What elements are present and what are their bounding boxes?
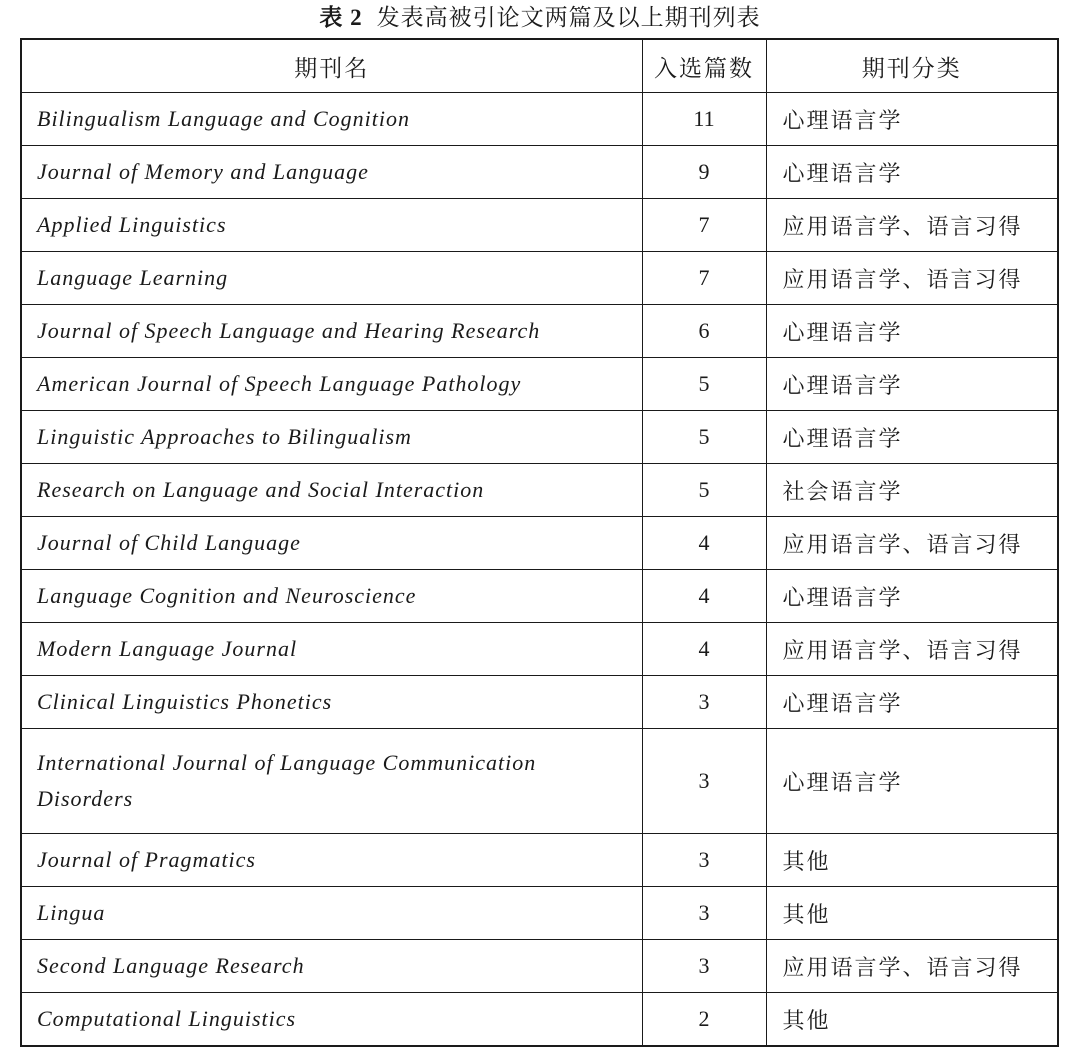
journal-name-cell: Clinical Linguistics Phonetics [21,676,642,729]
article-count-cell: 3 [642,887,766,940]
journal-category-cell: 心理语言学 [766,411,1058,464]
journal-category-cell: 应用语言学、语言习得 [766,517,1058,570]
article-count-cell: 7 [642,199,766,252]
journal-name-cell: Journal of Pragmatics [21,834,642,887]
header-count: 入选篇数 [642,39,766,93]
journal-name-cell: Research on Language and Social Interaction [21,464,642,517]
article-count-cell: 6 [642,305,766,358]
article-count-cell: 2 [642,993,766,1047]
journal-name-cell: Journal of Speech Language and Hearing Research [21,305,642,358]
journal-category-cell: 心理语言学 [766,729,1058,834]
journal-category-cell: 社会语言学 [766,464,1058,517]
journal-name-cell: Modern Language Journal [21,623,642,676]
table-row [21,570,1058,623]
table-row [21,358,1058,411]
journal-category-cell: 应用语言学、语言习得 [766,252,1058,305]
table-row [21,834,1058,887]
journal-category-cell: 心理语言学 [766,358,1058,411]
header-category: 期刊分类 [766,39,1058,93]
table-row [21,305,1058,358]
table-row [21,411,1058,464]
table-row [21,729,1058,834]
article-count-cell: 4 [642,623,766,676]
journal-name-cell: Linguistic Approaches to Bilingualism [21,411,642,464]
journal-name-cell: American Journal of Speech Language Pathology [21,358,642,411]
article-count-cell: 5 [642,464,766,517]
journal-category-cell: 其他 [766,834,1058,887]
journal-name-cell: Bilingualism Language and Cognition [21,93,642,146]
journal-category-cell: 其他 [766,887,1058,940]
journal-category-cell: 心理语言学 [766,305,1058,358]
journal-name-cell: Journal of Child Language [21,517,642,570]
table-row [21,887,1058,940]
journal-name-cell: Second Language Research [21,940,642,993]
table-row [21,252,1058,305]
journal-category-cell: 应用语言学、语言习得 [766,623,1058,676]
article-count-cell: 4 [642,570,766,623]
journal-name-cell: Lingua [21,887,642,940]
article-count-cell: 5 [642,358,766,411]
table-row [21,199,1058,252]
article-count-cell: 3 [642,729,766,834]
table-row [21,676,1058,729]
table-row [21,517,1058,570]
table-row [21,464,1058,517]
article-count-cell: 5 [642,411,766,464]
article-count-cell: 3 [642,834,766,887]
table-row [21,146,1058,199]
article-count-cell: 9 [642,146,766,199]
journal-category-cell: 心理语言学 [766,570,1058,623]
article-count-cell: 4 [642,517,766,570]
journal-name-cell: Language Learning [21,252,642,305]
table-body [21,93,1058,1047]
journal-name-cell: Computational Linguistics [21,993,642,1047]
article-count-cell: 3 [642,676,766,729]
article-count-cell: 3 [642,940,766,993]
journal-category-cell: 其他 [766,993,1058,1047]
journal-name-cell: Applied Linguistics [21,199,642,252]
table-number: 表 2 [319,5,363,30]
journal-table [20,38,1059,1047]
journal-category-cell: 应用语言学、语言习得 [766,199,1058,252]
journal-name-cell: International Journal of Language Communication Disorders [21,729,642,834]
journal-category-cell: 应用语言学、语言习得 [766,940,1058,993]
journal-category-cell: 心理语言学 [766,146,1058,199]
journal-name-cell: Language Cognition and Neuroscience [21,570,642,623]
table-row [21,940,1058,993]
journal-name-cell: Journal of Memory and Language [21,146,642,199]
header-journal-name: 期刊名 [21,39,642,93]
article-count-cell: 7 [642,252,766,305]
header-row [21,39,1058,93]
table-row [21,623,1058,676]
table-row [21,993,1058,1047]
journal-category-cell: 心理语言学 [766,676,1058,729]
article-count-cell: 11 [642,93,766,146]
journal-category-cell: 心理语言学 [766,93,1058,146]
table-title: 发表高被引论文两篇及以上期刊列表 [376,5,761,31]
table-row [21,93,1058,146]
table-caption [0,0,1080,38]
